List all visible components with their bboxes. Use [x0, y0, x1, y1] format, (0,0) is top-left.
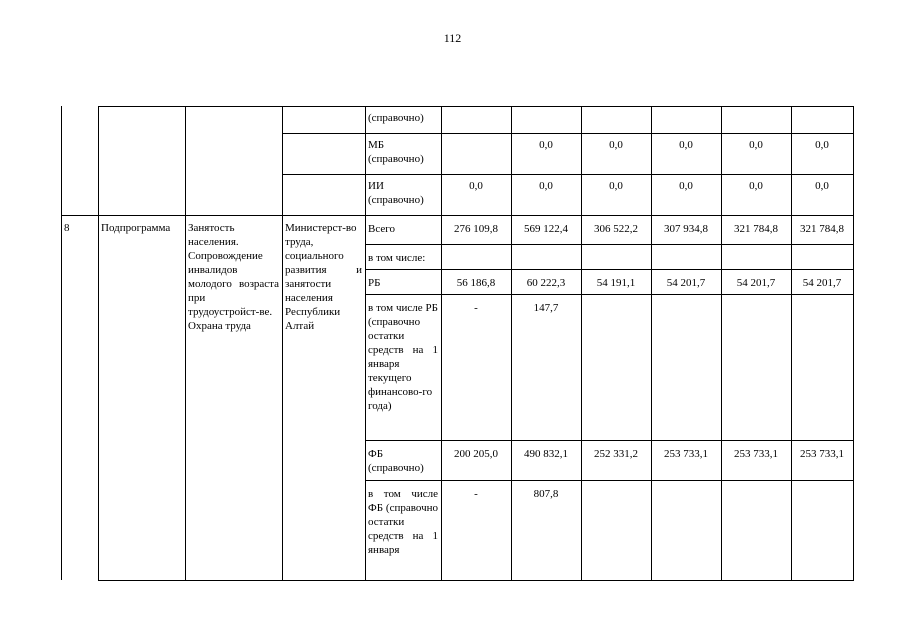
table-rule	[441, 106, 442, 581]
value-cell: 60 222,3	[526, 277, 566, 289]
value-cell: 253 733,1	[664, 448, 708, 460]
value-cell: 321 784,8	[734, 223, 778, 235]
source-cell: МБ (справочно)	[368, 139, 424, 165]
value-cell: 0,0	[609, 180, 623, 192]
source-cell: Всего	[368, 223, 395, 235]
value-cell: 0,0	[679, 180, 693, 192]
value-cell: 54 201,7	[802, 277, 842, 289]
table-rule	[581, 106, 582, 581]
table-rule	[283, 133, 854, 134]
value-cell: 0,0	[815, 139, 829, 151]
value-cell: 807,8	[533, 488, 559, 500]
table-rule	[282, 106, 283, 581]
value-cell: 0,0	[815, 180, 829, 192]
table-rule	[98, 106, 853, 107]
table-rule	[365, 269, 854, 270]
value-cell: 0,0	[749, 180, 763, 192]
value-cell: 0,0	[609, 139, 623, 151]
program-name: Занятость населения. Сопровождение инвалидов молодого возраста при трудоустройст-ве. Охрана труда	[188, 222, 279, 332]
page-number: 112	[443, 31, 462, 45]
value-cell: 54 201,7	[736, 277, 776, 289]
value-cell: 0,0	[539, 180, 553, 192]
value-cell: 0,0	[539, 139, 553, 151]
source-cell: в том числе:	[368, 252, 426, 264]
table-rule	[365, 440, 854, 441]
row-number: 8	[64, 222, 70, 234]
source-cell: (справочно)	[368, 112, 424, 124]
value-cell: 306 522,2	[594, 223, 638, 235]
value-cell: 307 934,8	[664, 223, 708, 235]
source-cell: ИИ (справочно)	[368, 180, 424, 206]
value-cell: 0,0	[679, 139, 693, 151]
table-rule	[365, 480, 854, 481]
value-cell: 569 122,4	[524, 223, 568, 235]
value-cell: 54 201,7	[666, 277, 706, 289]
table-rule	[61, 215, 854, 216]
value-cell: 253 733,1	[800, 448, 844, 460]
value-cell: 0,0	[469, 180, 483, 192]
source-cell: в том числе РБ (справочно остатки средств на 1 января текущего финансово-го года)	[368, 302, 438, 412]
table-rule	[853, 106, 854, 581]
table-rule	[721, 106, 722, 581]
source-cell: в том числе ФБ (справочно остатки средств на 1 января	[368, 488, 438, 556]
table-rule	[98, 106, 99, 581]
source-cell: РБ	[368, 277, 381, 289]
value-cell: 56 186,8	[456, 277, 496, 289]
source-cell: ФБ (справочно)	[368, 448, 424, 474]
table-rule	[365, 244, 854, 245]
table-rule	[365, 294, 854, 295]
value-cell: 252 331,2	[594, 448, 638, 460]
value-cell: -	[474, 302, 478, 314]
executor: Министерст-во труда, социального развития и занятости населения Республики Алтай	[285, 222, 362, 332]
value-cell: 490 832,1	[524, 448, 568, 460]
value-cell: 147,7	[533, 302, 559, 314]
value-cell: 321 784,8	[800, 223, 844, 235]
table-rule	[98, 580, 854, 581]
value-cell: 200 205,0	[454, 448, 498, 460]
table-rule	[185, 106, 186, 581]
value-cell: 0,0	[749, 139, 763, 151]
table-rule	[283, 174, 854, 175]
value-cell: 54 191,1	[596, 277, 636, 289]
table-rule	[511, 106, 512, 581]
program-type: Подпрограмма	[101, 222, 171, 234]
value-cell: -	[474, 488, 478, 500]
table-rule	[791, 106, 792, 581]
value-cell: 253 733,1	[734, 448, 778, 460]
table-rule	[651, 106, 652, 581]
table-rule	[61, 106, 62, 580]
value-cell: 276 109,8	[454, 223, 498, 235]
